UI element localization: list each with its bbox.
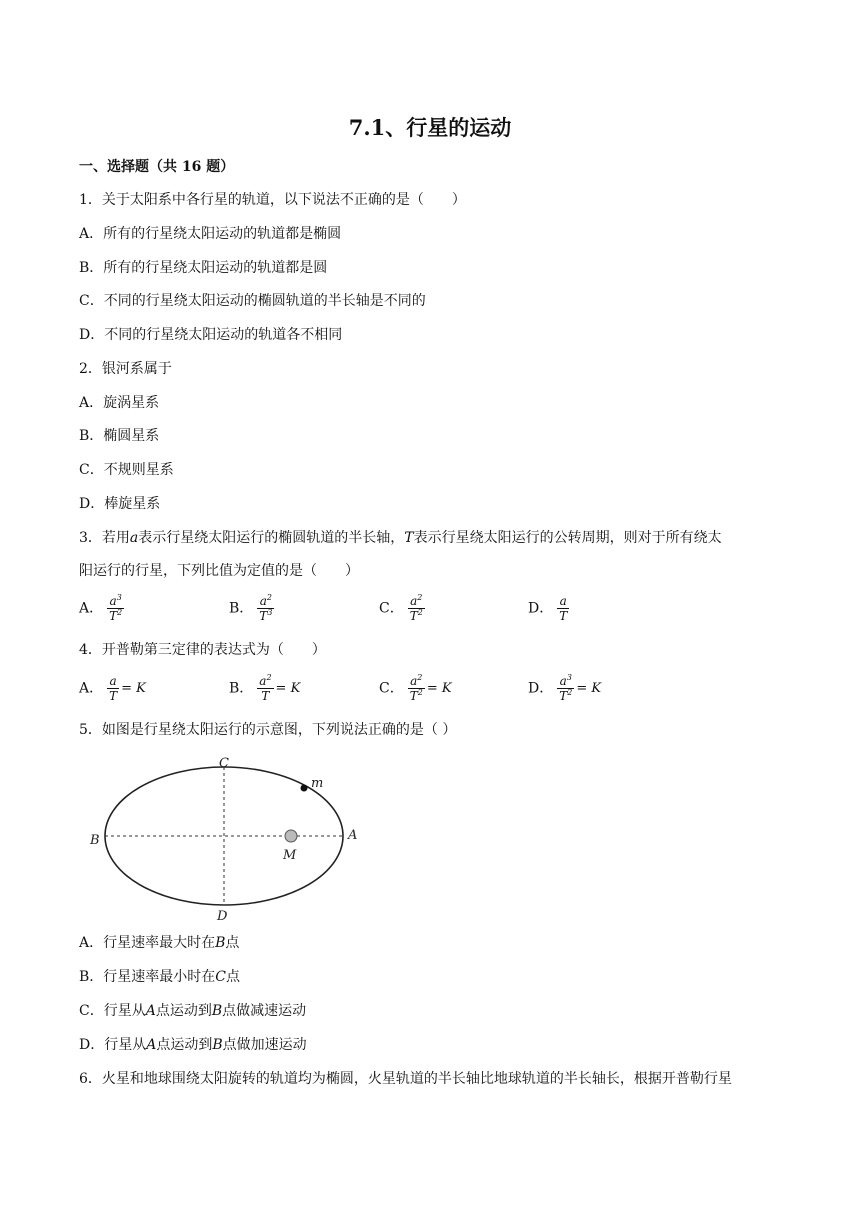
question-1-option-c: C．不同的行星绕太阳运动的椭圆轨道的半长轴是不同的 bbox=[79, 293, 426, 309]
label-b: B bbox=[90, 833, 100, 848]
question-2-option-c: C．不规则星系 bbox=[79, 462, 174, 478]
question-4-option-b: B． $\frac{a^2}{T}$ = K bbox=[229, 673, 301, 703]
question-1-option-d: D．不同的行星绕太阳运动的轨道各不相同 bbox=[79, 327, 343, 343]
question-5-option-d: D．行星从A点运动到B点做加速运动 bbox=[79, 1037, 307, 1053]
question-5-option-a: A．行星速率最大时在B点 bbox=[79, 935, 240, 951]
question-3-stem-line2: 阳运行的行星，下列比值为定值的是（ ） bbox=[79, 563, 359, 579]
question-4-option-d: D． $\frac{a^3}{T^2}$ = K bbox=[528, 673, 602, 703]
planet-m bbox=[301, 785, 308, 792]
question-3-option-b: B． $\frac{a^2}{T^3}$ bbox=[229, 593, 273, 623]
question-5-stem: 5．如图是行星绕太阳运行的示意图，下列说法正确的是（ ） bbox=[79, 722, 457, 738]
question-5-option-b: B．行星速率最小时在C点 bbox=[79, 969, 241, 985]
page-title: 7.1、行星的运动 bbox=[348, 115, 512, 140]
question-1-option-a: A．所有的行星绕太阳运动的轨道都是椭圆 bbox=[79, 226, 342, 242]
question-3-option-c: C． $\frac{a^2}{T^2}$ bbox=[379, 593, 423, 623]
question-4-option-a: A． $\frac{a}{T}$ = K bbox=[79, 674, 146, 703]
question-4-option-c: C． $\frac{a^2}{T^2}$ = K bbox=[379, 673, 452, 703]
label-big-m: M bbox=[283, 848, 297, 863]
question-6-stem: 6．火星和地球围绕太阳旋转的轨道均为椭圆，火星轨道的半长轴比地球轨道的半长轴长，根据开普勒行星 bbox=[79, 1071, 732, 1087]
question-2-option-d: D．棒旋星系 bbox=[79, 496, 161, 512]
fraction-a2-over-t2: $\frac{a^2}{T^2}$ bbox=[409, 593, 423, 623]
fraction-a2-over-t3: $\frac{a^2}{T^3}$ bbox=[259, 593, 273, 623]
section-heading: 一、选择题（共 16 题） bbox=[79, 159, 235, 175]
label-d: D bbox=[217, 909, 228, 924]
label-a: A bbox=[348, 828, 358, 843]
question-5-option-c: C．行星从A点运动到B点做减速运动 bbox=[79, 1003, 307, 1019]
question-3-stem-line1: 3．若用a表示行星绕太阳运行的椭圆轨道的半长轴，T表示行星绕太阳运行的公转周期，则对于所有绕太 bbox=[79, 530, 722, 546]
question-3-option-a: A． $\frac{a^3}{T^2}$ bbox=[79, 593, 123, 623]
question-4-stem: 4．开普勒第三定律的表达式为（ ） bbox=[79, 642, 326, 658]
sun-m bbox=[285, 830, 297, 842]
orbit-diagram bbox=[84, 754, 364, 924]
question-2-option-b: B．椭圆星系 bbox=[79, 428, 160, 444]
fraction-a-over-t: $\frac{a}{T}$ bbox=[559, 594, 568, 623]
question-1-option-b: B．所有的行星绕太阳运动的轨道都是圆 bbox=[79, 260, 328, 276]
question-2-stem: 2．银河系属于 bbox=[79, 361, 172, 377]
question-1-stem: 1．关于太阳系中各行星的轨道，以下说法不正确的是（ ） bbox=[79, 192, 466, 208]
fraction-a3-over-t2: $\frac{a^3}{T^2}$ bbox=[109, 593, 123, 623]
question-3-option-d: D． $\frac{a}{T}$ bbox=[528, 594, 568, 623]
label-c: C bbox=[219, 756, 229, 771]
question-2-option-a: A．旋涡星系 bbox=[79, 395, 160, 411]
label-small-m: m bbox=[311, 776, 324, 791]
